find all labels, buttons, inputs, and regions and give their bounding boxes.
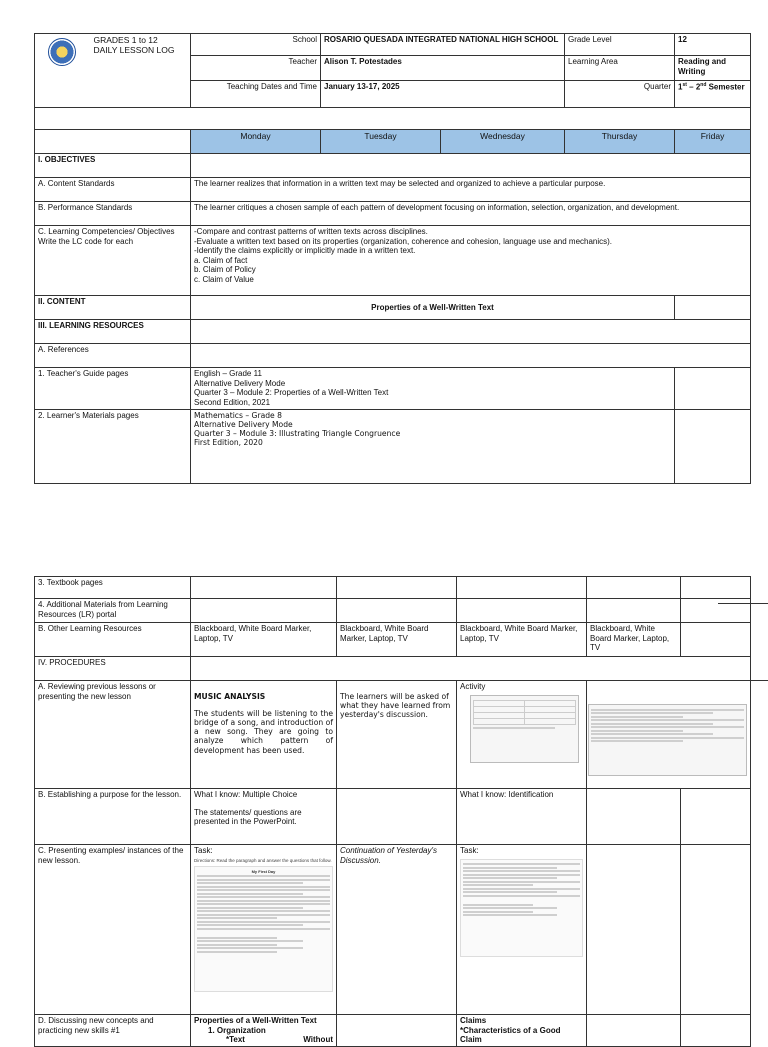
references-label: A. References: [35, 344, 191, 368]
examples-wed-task: Task:: [460, 846, 479, 855]
examples-mon-caption: Directions: Read the paragraph and answer the questions that follow.: [194, 857, 332, 863]
school-label: School: [191, 34, 321, 56]
textbook-tue: [337, 577, 457, 599]
additional-wed: [457, 599, 587, 623]
teacher-label: Teacher: [191, 56, 321, 81]
purpose-mon: [191, 789, 337, 845]
teachers-guide-value: English – Grade 11 Alternative Delivery Mode Quarter 3 – Module 2: Properties of a Well-Written Text Second Edition, 2021: [191, 368, 675, 410]
teachers-guide-label: 1. Teacher's Guide pages: [35, 368, 191, 410]
discuss-wed: [457, 1015, 587, 1047]
content-value: Properties of a Well-Written Text: [191, 296, 675, 320]
purpose-tue: [337, 789, 457, 845]
overflow-line: [718, 603, 768, 604]
other-resources-wed: Blackboard, White Board Marker, Laptop, TV: [457, 623, 587, 657]
examples-mon-task: Task:: [194, 846, 213, 855]
log-title-block: [91, 34, 191, 108]
examples-tue-text: Continuation of Yesterday's Discussion.: [340, 846, 437, 865]
purpose-wed: What I know: Identification: [457, 789, 587, 845]
deped-seal-cell: [35, 34, 91, 108]
day-header-blank: [35, 130, 191, 154]
day-header-monday: Monday: [191, 130, 321, 154]
school-value: ROSARIO QUESADA INTEGRATED NATIONAL HIGH SCHOOL: [321, 34, 565, 56]
other-resources-fri: [681, 623, 751, 657]
content-heading: II. CONTENT: [35, 296, 191, 320]
lesson-log-sheet-2: [34, 576, 751, 1047]
objectives-heading: I. OBJECTIVES: [35, 154, 191, 178]
discuss-fri: [681, 1015, 751, 1047]
story-thumbnail: [194, 866, 333, 992]
other-resources-mon: Blackboard, White Board Marker, Laptop, TV: [191, 623, 337, 657]
day-header-tuesday: Tuesday: [321, 130, 441, 154]
examples-label: C. Presenting examples/ instances of the new lesson.: [35, 845, 191, 1015]
review-tue-text: The learners will be asked of what they have learned from yesterday's discussion.: [340, 692, 451, 720]
examples-wed-thumbnail: [460, 859, 583, 957]
examples-mon: [191, 845, 337, 1015]
log-title: DAILY LESSON LOG: [93, 45, 175, 56]
day-header-wednesday: Wednesday: [441, 130, 565, 154]
objectives-value: [191, 154, 751, 178]
learning-resources-heading: III. LEARNING RESOURCES: [35, 320, 191, 344]
learning-resources-value: [191, 320, 751, 344]
purpose-mon-title: What I know: Multiple Choice: [194, 790, 298, 799]
additional-tue: [337, 599, 457, 623]
performance-standards-label: B. Performance Standards: [35, 202, 191, 226]
music-analysis-title: MUSIC ANALYSIS: [194, 692, 266, 701]
discuss-wed-characteristics: *Characteristics of a Good Claim: [460, 1025, 561, 1045]
performance-standards-value: The learner critiques a chosen sample of each pattern of development focusing on information, selection, organization, and development.: [191, 202, 751, 226]
teacher-value: Alison T. Potestades: [321, 56, 565, 81]
textbook-mon: [191, 577, 337, 599]
learners-materials-label: 2. Learner's Materials pages: [35, 410, 191, 484]
day-header-thursday: Thursday: [565, 130, 675, 154]
procedures-heading: IV. PROCEDURES: [35, 657, 191, 681]
content-friday: [675, 296, 751, 320]
blank-row: [35, 108, 751, 130]
additional-mon: [191, 599, 337, 623]
day-header-friday: Friday: [675, 130, 751, 154]
examples-tue: [337, 845, 457, 1015]
content-standards-label: A. Content Standards: [35, 178, 191, 202]
discuss-wed-claims: Claims: [460, 1016, 487, 1025]
examples-fri: [681, 845, 751, 1015]
discuss-mon-item: 1. Organization: [208, 1025, 266, 1035]
purpose-label: B. Establishing a purpose for the lesson.: [35, 789, 191, 845]
textbook-wed: [457, 577, 587, 599]
review-wed: [457, 681, 587, 789]
purpose-mon-text: The statements/ questions are presented in the PowerPoint.: [194, 807, 302, 827]
procedures-value: [191, 657, 751, 681]
other-resources-thu: Blackboard, White Board Marker, Laptop, TV: [587, 623, 681, 657]
activity-directions-thumbnail: [588, 704, 747, 776]
additional-thu: [587, 599, 681, 623]
discuss-mon: [191, 1015, 337, 1047]
discuss-label: D. Discussing new concepts and practicing new skills #1: [35, 1015, 191, 1047]
lesson-log-sheet-1: [34, 33, 751, 484]
teachers-guide-friday: [675, 368, 751, 410]
grade-level-label: Grade Level: [565, 34, 675, 56]
learners-materials-value: Mathematics – Grade 8 Alternative Delivery Mode Quarter 3 – Module 3: Illustrating Triangle Congruence First Edition, 2020: [191, 410, 675, 484]
purpose-thu: [587, 789, 681, 845]
review-thu-fri: [587, 681, 751, 789]
purpose-fri: [681, 789, 751, 845]
textbook-fri: [681, 577, 751, 599]
review-label: A. Reviewing previous lessons or presenting the new lesson: [35, 681, 191, 789]
other-resources-tue: Blackboard, White Board Marker, Laptop, TV: [337, 623, 457, 657]
examples-wed: [457, 845, 587, 1015]
examples-thu: [587, 845, 681, 1015]
learners-materials-friday: [675, 410, 751, 484]
review-tue: [337, 681, 457, 789]
grade-level-value: 12: [675, 34, 751, 56]
discuss-tue: [337, 1015, 457, 1047]
deped-seal-icon: [48, 38, 76, 66]
content-standards-value: The learner realizes that information in a written text may be selected and organized to achieve a particular purpose.: [191, 178, 751, 202]
competencies-label: C. Learning Competencies/ Objectives Write the LC code for each: [35, 226, 191, 296]
music-analysis-text: The students will be listening to the bridge of a song, and introduction of a new song. They are going to analyze which pattern of development has been used.: [194, 709, 333, 755]
activity-label: Activity: [460, 682, 486, 691]
other-resources-label: B. Other Learning Resources: [35, 623, 191, 657]
discuss-mon-sub: *Text Without: [226, 1035, 333, 1045]
discuss-mon-title: Properties of a Well-Written Text: [194, 1016, 317, 1025]
textbook-pages-label: 3. Textbook pages: [35, 577, 191, 599]
additional-materials-label: 4. Additional Materials from Learning Resources (LR) portal: [35, 599, 191, 623]
learning-area-value: Reading and Writing: [675, 56, 751, 81]
dates-label: Teaching Dates and Time: [191, 81, 321, 108]
quarter-value: 1st – 2nd Semester: [675, 81, 751, 108]
learning-area-label: Learning Area: [565, 56, 675, 81]
competencies-value: -Compare and contrast patterns of written texts across disciplines. -Evaluate a written text based on its properties (organization, coherence and cohesion, language use and mechanics). -Identify the claims explicitly or implicitly made in a written text. a. Claim of fact b. Claim of Policy c. Claim of Value: [191, 226, 751, 296]
grades-label: GRADES 1 to 12: [93, 35, 158, 45]
textbook-thu: [587, 577, 681, 599]
story-title: My First Day: [251, 868, 276, 874]
dates-value: January 13-17, 2025: [321, 81, 565, 108]
overflow-line: [718, 680, 768, 681]
activity-table-thumbnail: [470, 695, 579, 763]
discuss-thu: [587, 1015, 681, 1047]
review-mon: [191, 681, 337, 789]
references-value: [191, 344, 751, 368]
quarter-label: Quarter: [565, 81, 675, 108]
